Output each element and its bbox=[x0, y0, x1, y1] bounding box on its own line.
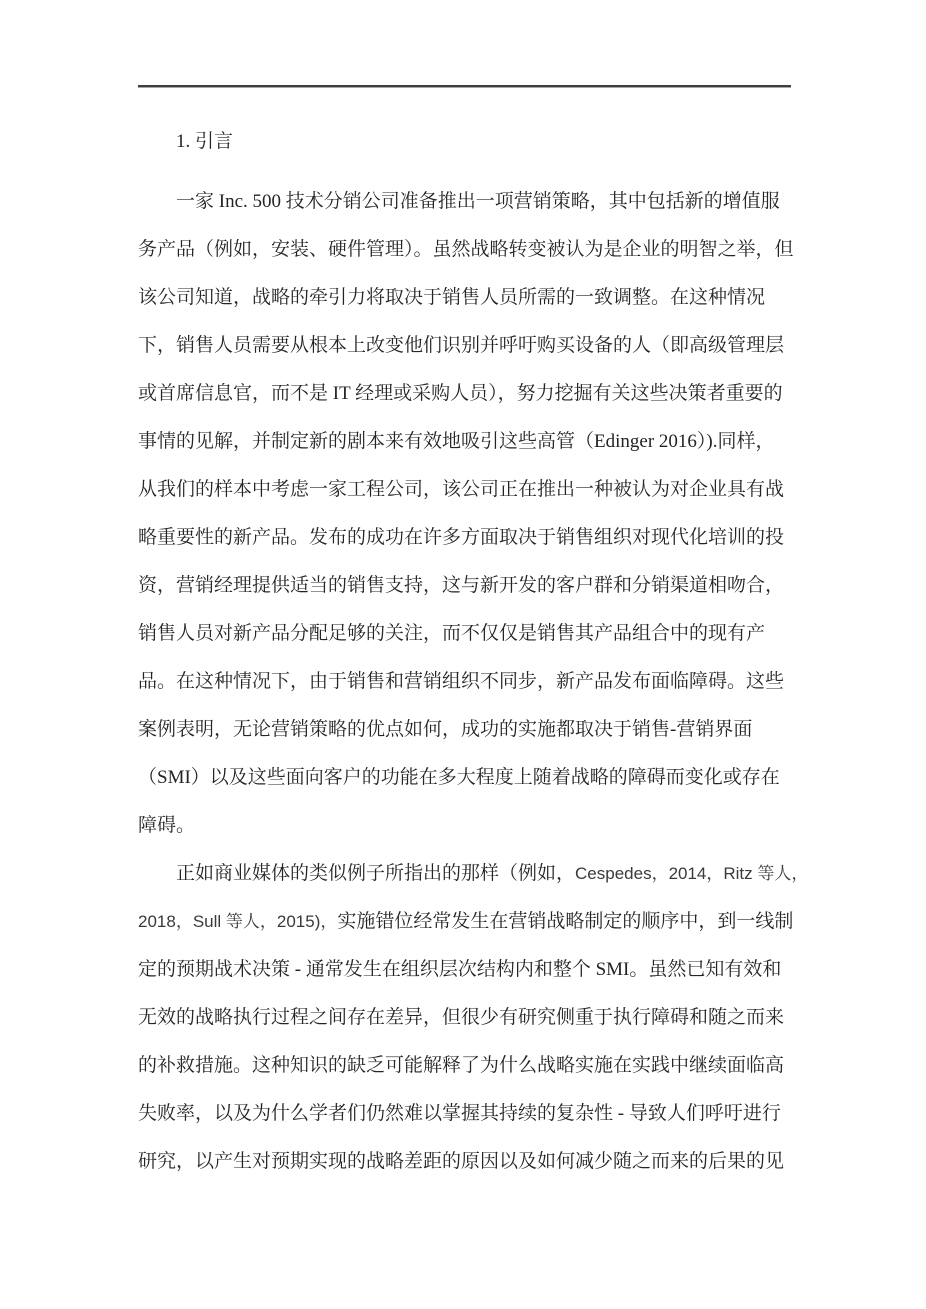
document-body bbox=[138, 178, 809, 1186]
text-line bbox=[138, 898, 798, 946]
section-heading: 1. 引言 bbox=[176, 131, 234, 152]
text-segment: 品。在这种情况下，由于销售和营销组织不同步，新产品发布面临障碍。这些 bbox=[138, 671, 785, 692]
text-segment: 下，销售人员需要从根本上改变他们识别并呼吁购买设备的人（即高级管理层 bbox=[138, 335, 785, 356]
text-line bbox=[138, 994, 798, 1042]
text-segment: 2018，Sull 等人，2015)， bbox=[138, 912, 338, 931]
text-line bbox=[138, 178, 798, 226]
text-line bbox=[138, 370, 798, 418]
text-segment: Cespedes，2014，Ritz 等人， bbox=[575, 864, 809, 883]
text-line bbox=[138, 706, 798, 754]
text-segment: 案例表明，无论营销策略的优点如何，成功的实施都取决于销售-营销界面 bbox=[138, 719, 753, 740]
text-segment: 或首席信息官，而不是 IT 经理或采购人员），努力挖掘有关这些决策者重要的 bbox=[138, 383, 783, 404]
paragraph bbox=[138, 850, 809, 1186]
text-line bbox=[138, 658, 798, 706]
text-segment: 定的预期战术决策 - 通常发生在组织层次结构内和整个 SMI。虽然已知有效和 bbox=[138, 959, 782, 980]
header-rule bbox=[138, 85, 791, 88]
text-segment: 无效的战略执行过程之间存在差异，但很少有研究侧重于执行障碍和随之而来 bbox=[138, 1007, 785, 1028]
text-line bbox=[138, 322, 798, 370]
text-line bbox=[138, 466, 798, 514]
text-segment: 失败率，以及为什么学者们仍然难以掌握其持续的复杂性 - 导致人们呼吁进行 bbox=[138, 1103, 781, 1124]
text-segment: 正如商业媒体的类似例子所指出的那样（例如， bbox=[176, 863, 576, 884]
text-segment: 的补救措施。这种知识的缺乏可能解释了为什么战略实施在实践中继续面临高 bbox=[138, 1055, 785, 1076]
text-line bbox=[138, 610, 798, 658]
text-segment: 资，营销经理提供适当的销售支持，这与新开发的客户群和分销渠道相吻合， bbox=[138, 575, 785, 596]
text-segment: 略重要性的新产品。发布的成功在许多方面取决于销售组织对现代化培训的投 bbox=[138, 527, 785, 548]
text-segment: 一家 Inc. 500 技术分销公司准备推出一项营销策略，其中包括新的增值服 bbox=[176, 191, 780, 212]
text-segment: 销售人员对新产品分配足够的关注，而不仅仅是销售其产品组合中的现有产 bbox=[138, 623, 766, 644]
text-segment: 该公司知道，战略的牵引力将取决于销售人员所需的一致调整。在这种情况 bbox=[138, 287, 766, 308]
text-line bbox=[138, 274, 798, 322]
text-segment: 务产品（例如，安装、硬件管理）。虽然战略转变被认为是企业的明智之举，但 bbox=[138, 239, 794, 260]
text-segment: （SMI）以及这些面向客户的功能在多大程度上随着战略的障碍而变化或存在 bbox=[138, 767, 780, 788]
text-line bbox=[138, 802, 798, 850]
text-line bbox=[138, 1042, 798, 1090]
text-segment: 研究，以产生对预期实现的战略差距的原因以及如何减少随之而来的后果的见 bbox=[138, 1151, 785, 1172]
text-segment: 事情的见解，并制定新的剧本来有效地吸引这些高管（Edinger 2016）).同样， bbox=[138, 431, 775, 452]
text-line bbox=[138, 514, 798, 562]
text-segment: 从我们的样本中考虑一家工程公司，该公司正在推出一种被认为对企业具有战 bbox=[138, 479, 785, 500]
text-line bbox=[138, 418, 798, 466]
text-segment: 障碍。 bbox=[138, 815, 196, 836]
text-line bbox=[138, 850, 809, 898]
text-line bbox=[138, 562, 798, 610]
text-line bbox=[138, 1090, 798, 1138]
text-line bbox=[138, 1138, 798, 1186]
text-segment: 实施错位经常发生在营销战略制定的顺序中，到一线制 bbox=[337, 911, 794, 932]
text-line bbox=[138, 946, 798, 994]
text-line bbox=[138, 226, 798, 274]
header-rule-light-line bbox=[138, 87, 791, 88]
text-line bbox=[138, 754, 798, 802]
paragraph bbox=[138, 178, 798, 850]
